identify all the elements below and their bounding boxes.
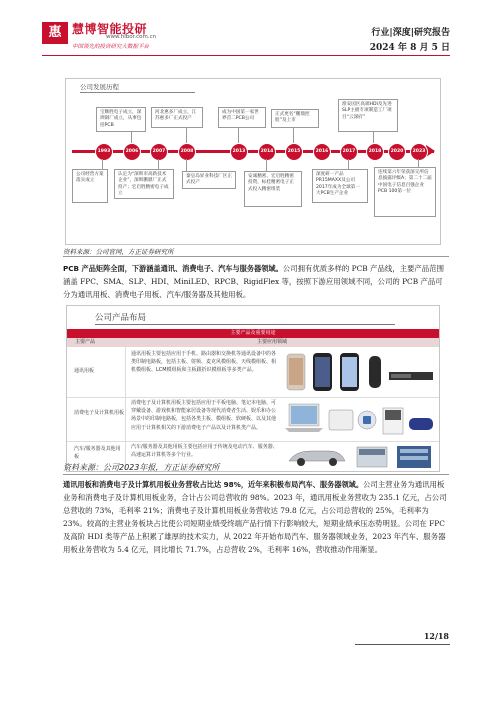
timeline-event: 安诚精密、宏启胜精密投资，标桂精密电子正式投入精密组装 — [244, 171, 302, 207]
table-header: 主要产品及重要用途 — [67, 329, 439, 338]
brand-url[interactable]: www.hibor.com.cn — [106, 34, 157, 40]
timeline-connector — [186, 128, 187, 143]
section-divider — [63, 474, 449, 475]
timeline-event: 正式更名“鹏鼎控股”及上市 — [271, 109, 319, 128]
paragraph1-lead: PCB 产品矩阵全面，下游涵盖通讯、消费电子、汽车与服务器领域。 — [63, 264, 283, 273]
figure2-title-underline — [95, 324, 395, 325]
timeline-event: 秦皇岛昇业科技厂区正式投产 — [182, 171, 236, 189]
brand-logo-icon: 惠 — [42, 22, 68, 44]
timeline-connector — [186, 159, 187, 171]
timeline-event: 河北惠多厂成立，江苏惠多厂正式投产 — [151, 107, 203, 128]
figure1-title-underline — [80, 92, 195, 93]
timeline-year: 2017 — [340, 143, 358, 161]
figure1-source: 资料来源：公司官网，方正证券研究所 — [63, 248, 174, 256]
automotive-server-products-image — [285, 443, 435, 469]
timeline-event: 认定为“深圳市高新技术企业”，深圳鹏鼎厂正式投产；宏启胜精密电子成立 — [114, 169, 174, 199]
timeline-year: 2015 — [285, 143, 303, 161]
timeline-year: 2016 — [313, 143, 331, 161]
header-divider — [42, 55, 450, 56]
table-subheader — [67, 338, 439, 347]
section-divider — [63, 256, 449, 257]
report-date: 2024 年 8 月 5 日 — [369, 43, 450, 53]
figure1-title: 公司发展历程 — [80, 83, 119, 91]
timeline-year: 2013 — [230, 143, 248, 161]
brand-slogan: 中国领先的投资研究大数据平台 — [72, 44, 150, 50]
page-number: 12/18 — [423, 631, 449, 641]
consumer-electronics-products-image — [285, 400, 435, 438]
row-product-name: 通讯用板 — [74, 368, 95, 374]
paragraph-revenue-share — [63, 478, 449, 557]
timeline-year: 2008 — [178, 143, 196, 161]
product-layout-figure — [66, 305, 440, 472]
timeline-event: 公司经营方案落实成立 — [72, 169, 108, 203]
company-history-figure — [65, 78, 441, 245]
timeline-event: 宝顺胜电子成立，深圳铜厂成立，从事包括PCB — [96, 107, 146, 132]
brand-name: 慧博智能投研 — [72, 22, 148, 36]
timeline-year: 2023 — [410, 143, 428, 161]
paragraph1-body: 公司拥有优质多样的 PCB 产品线，主要产品范围涵盖 FPC、SMA、SLP、HDI、MiniLED、RPCB、RigidFlex 等，按照下游应用领域不同，公司的 PCB 产品可分为通讯用板、消费电子用板、汽车/服务器及其他用板。 — [63, 264, 444, 300]
figure2-source: 资料来源：公司2023年报，方正证券研究所 — [63, 463, 220, 472]
paragraph-product-matrix — [63, 262, 449, 301]
timeline-connector — [158, 159, 159, 169]
timeline-connector — [102, 159, 103, 169]
figure2-title: 公司产品布局 — [95, 313, 147, 323]
column-separator — [125, 347, 126, 397]
timeline-year: 2020 — [388, 143, 406, 161]
row-product-desc: 汽车/服务器及其他用板主要包括应用于传统及电动汽车、服务器、高速运算计算机等多个行业。 — [131, 444, 278, 459]
paragraph2-body: 公司主营业务为通讯用板业务和消费电子及计算机用板业务，合计占公司总营收的 98%。2023 年，通讯用板业务营收为 235.1 亿元，占公司总营收的 73%，毛利率 21%；消费电子及计算机用板业务营收达 79.8 亿元，占公司总营收的 25%，毛利率为 23%。较高的主营业务板块占比使公司短期业绩受终端产品行情下行影响较大，短期业绩承压态势明显。公司在 FPC 及高阶 HDI 类等产品上积累了雄厚的技术实力，从 2022 年开始布局汽车、服务器领域业务，2023 年汽车、服务器用板业务营收为 5.4 亿元，同比增长 71.7%，占总营收 2%，毛利率 16%，营收推动作用渐显。 — [63, 480, 447, 555]
row-product-name: 消费电子及计算机用板 — [74, 410, 125, 416]
row-product-name: 汽车/服务器及其他用板 — [74, 446, 121, 460]
timeline-year: 1993 — [95, 143, 113, 161]
timeline-connector — [418, 159, 419, 167]
timeline-year: 2018 — [366, 143, 384, 161]
timeline-connector — [131, 132, 132, 143]
col-header-product: 主要产品 — [75, 339, 96, 345]
timeline-connector — [373, 132, 374, 143]
footer-divider — [355, 644, 450, 645]
column-separator — [125, 397, 126, 441]
timeline-year: 2007 — [150, 143, 168, 161]
table-row — [67, 347, 439, 398]
timeline-connector — [238, 128, 239, 143]
col-header-application: 主要应用领域 — [257, 339, 288, 345]
timeline-event: 深度研一产品PR15MAXX及公司2017年成为全球第一大PCB生产企业 — [312, 169, 368, 203]
timeline-connector — [293, 128, 294, 143]
row-product-desc: 通讯用板主要包括应用于手机、路由器和交换机等通讯设备中的各类印制电路板，包括主板、射频、麦克风模组板、天线模组板、相机模组板、LCM模组板和主板跟折识模组板等多类产品。 — [131, 351, 277, 374]
timeline-year: 2006 — [123, 143, 141, 161]
timeline-connector — [348, 159, 349, 169]
communication-products-image — [285, 350, 435, 394]
timeline-event: 连续第六年荣获深交所信息披露评级A；第二十二届中国电子信息百强企业PCB 100第一位 — [374, 167, 436, 217]
row-product-desc: 消费电子及计算机用板主要包括应用于平板电脑、笔记本电脑、可穿戴设备、游戏机和智能家居设备等现代消费者生活、娱乐和办公场景中的印制电路板，包括各类主板、模组板、软硬板、以及其他应用于计算机相关的下游消费电子产品以及计算机类产品。 — [131, 400, 277, 431]
timeline-event: 淮安园区高端HDI及先进SLP主板专项制造工厂项目“云深府” — [338, 99, 398, 132]
timeline-event: 成为中国第一家世界首二PCB公司 — [218, 107, 266, 128]
paragraph2-lead: 通讯用板和消费电子及计算机用板业务营收占比达 98%，近年来积极布局汽车、服务器领域。 — [63, 480, 364, 489]
report-type: 行业|深度|研究报告 — [371, 28, 450, 38]
table-row — [67, 397, 439, 442]
timeline-year: 2014 — [258, 143, 276, 161]
timeline-connector — [266, 159, 267, 171]
